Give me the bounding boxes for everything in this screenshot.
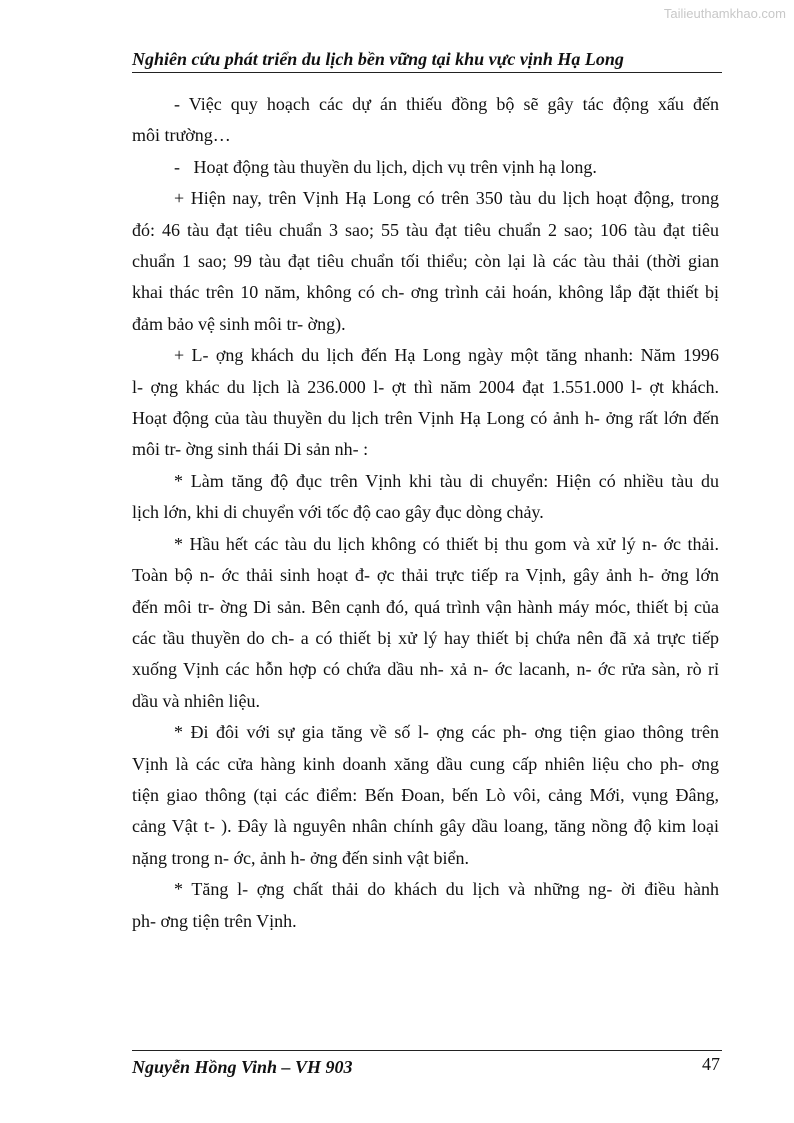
text-line: môi trường…: [132, 125, 231, 146]
page-footer: [132, 1050, 722, 1078]
text-line: - Việc quy hoạch các dự án thiếu đồng bộ sẽ gây tác động xấu đến: [174, 94, 719, 114]
watermark: Tailieuthamkhao.com: [663, 6, 786, 21]
text-line: Vịnh là các cửa hàng kinh doanh xăng dầu cung cấp nhiên liệu cho ph- ơng: [132, 753, 719, 774]
text-line: + L- ợng khách du lịch đến Hạ Long ngày một tăng nhanh: Năm 1996: [174, 345, 719, 366]
text-line: - Hoạt động tàu thuyền du lịch, dịch vụ trên vịnh hạ long.: [174, 156, 597, 177]
text-line: các tầu thuyền do ch- a có thiết bị xử lý hay thiết bị chứa nên đã xả trực tiếp: [132, 627, 719, 648]
text-line: đến môi tr- ờng Di sản. Bên cạnh đó, quá trình vận hành máy móc, thiết bị của: [132, 596, 719, 617]
running-header: Nghiên cứu phát triển du lịch bền vững tại khu vực vịnh Hạ Long: [132, 49, 722, 73]
text-line: nặng trong n- ớc, ảnh h- ởng đến sinh vật biển.: [132, 847, 469, 868]
text-line: đảm bảo vệ sinh môi tr- ờng).: [132, 313, 346, 334]
text-line: Toàn bộ n- ớc thải sinh hoạt đ- ợc thải trực tiếp ra Vịnh, gây ảnh h- ởng lớn: [132, 565, 719, 586]
text-line: ph- ơng tiện trên Vịnh.: [132, 910, 297, 931]
text-line: * Đi đôi với sự gia tăng về số l- ợng các ph- ơng tiện giao thông trên: [174, 722, 719, 743]
text-line: Hoạt động của tàu thuyền du lịch trên Vịnh Hạ Long có ảnh h- ởng rất lớn đến: [132, 408, 719, 429]
page-number: 47: [702, 1054, 720, 1074]
text-line: * Làm tăng độ đục trên Vịnh khi tàu di chuyển: Hiện có nhiều tàu du: [174, 470, 719, 491]
text-line: chuẩn 1 sao; 99 tàu đạt tiêu chuẩn tối thiểu; còn lại là các tàu thải (thời gian: [132, 251, 719, 272]
text-line: tiện giao thông (tại các điểm: Bến Đoan, bến Lò vôi, cảng Mới, vụng Đâng,: [132, 784, 719, 805]
text-line: khai thác trên 10 năm, không có ch- ơng trình cải hoán, không lắp đặt thiết bị: [132, 282, 719, 303]
text-line: đó: 46 tàu đạt tiêu chuẩn 3 sao; 55 tàu đạt tiêu chuẩn 2 sao; 106 tàu đạt tiêu: [132, 219, 719, 240]
text-line: môi tr- ờng sinh thái Di sản nh- :: [132, 439, 369, 460]
document-body: [132, 89, 719, 937]
text-line: l- ợng khác du lịch là 236.000 l- ợt thì năm 2004 đạt 1.551.000 l- ợt khách.: [132, 376, 719, 397]
text-line: lịch lớn, khi di chuyển với tốc độ cao gây đục dòng chảy.: [132, 502, 544, 523]
text-line: * Tăng l- ợng chất thải do khách du lịch và những ng- ời điều hành: [174, 879, 719, 900]
text-line: dầu và nhiên liệu.: [132, 690, 260, 711]
text-line: xuống Vịnh các hỗn hợp có chứa dầu nh- xả n- ớc lacanh, n- ớc rửa sàn, rò rỉ: [132, 659, 719, 680]
text-line: cảng Vật t- ). Đây là nguyên nhân chính gây dầu loang, tăng nồng độ kim loại: [132, 816, 719, 837]
footer-author: Nguyễn Hồng Vinh – VH 903: [132, 1057, 353, 1077]
text-line: + Hiện nay, trên Vịnh Hạ Long có trên 350 tàu du lịch hoạt động, trong: [174, 188, 719, 209]
text-line: * Hầu hết các tàu du lịch không có thiết bị thu gom và xử lý n- ớc thải.: [174, 533, 719, 554]
